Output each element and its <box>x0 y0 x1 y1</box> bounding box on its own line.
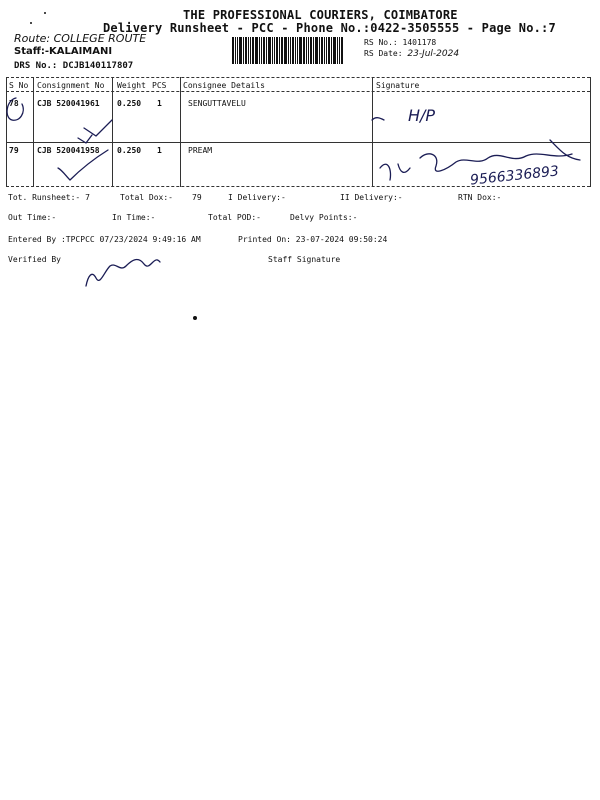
row1-tick-mark <box>84 120 112 136</box>
drs-value: DCJB140117807 <box>62 61 134 71</box>
scan-speck <box>44 12 46 14</box>
col-header-consignee: Consignee Details <box>183 81 265 90</box>
row1-signature-stroke <box>372 118 384 120</box>
delvy-points: Delvy Points:- <box>290 213 358 222</box>
printed-on: Printed On: 23-07-2024 09:50:24 <box>238 235 388 244</box>
row2-signature <box>380 154 572 180</box>
verified-by: Verified By <box>8 255 61 264</box>
col-header-weight: Weight <box>117 81 146 90</box>
drs-label: DRS No.: <box>14 61 58 71</box>
total-dox-label: Total Dox:- <box>120 193 173 202</box>
col-header-signature: Signature <box>376 81 420 90</box>
scan-speck <box>193 316 197 320</box>
row-sno: 79 <box>9 146 19 155</box>
row-sno: 78 <box>9 99 19 108</box>
row1-consignment-tick <box>78 135 92 143</box>
ii-delivery: II Delivery:- <box>340 193 403 202</box>
scan-speck <box>30 22 32 24</box>
rs-date-label: RS Date: <box>364 49 403 58</box>
staff-signature: Staff Signature <box>268 255 341 264</box>
i-delivery: I Delivery:- <box>228 193 286 202</box>
staff-label: Staff:- <box>14 46 49 57</box>
total-dox-value: 79 <box>192 193 202 202</box>
verified-signature <box>86 260 160 286</box>
row-consignee: PREAM <box>188 146 213 155</box>
row-consignment: CJB 520041958 <box>37 146 100 155</box>
col-header-consignment: Consignment No <box>37 81 105 90</box>
row-pcs: 1 <box>157 146 162 155</box>
row2-tick-mark <box>58 150 108 180</box>
total-pod: Total POD:- <box>208 213 261 222</box>
company-title: THE PROFESSIONAL COURIERS, COIMBATORE <box>183 8 458 22</box>
rtn-dox: RTN Dox:- <box>458 193 502 202</box>
entered-by: Entered By :TPCPCC 07/23/2024 9:49:16 AM <box>8 235 201 244</box>
signature-note: H/P <box>408 106 436 125</box>
tot-runsheet: Tot. Runsheet:- 7 <box>8 193 90 202</box>
row2-signature-flourish <box>550 140 580 160</box>
signature-note: 9566336893 <box>469 163 560 189</box>
row-weight: 0.250 <box>117 99 142 108</box>
runsheet-subtitle: Delivery Runsheet - PCC - Phone No.:0422-3505555 - Page No.:7 <box>103 21 556 35</box>
in-time: In Time:- <box>112 213 156 222</box>
row1-circle-mark <box>7 98 23 120</box>
col-header-sno: S No <box>9 81 29 90</box>
staff-value: KALAIMANI <box>48 46 113 57</box>
row-weight: 0.250 <box>117 146 142 155</box>
rs-number: RS No.: 1401178 <box>364 38 437 47</box>
row-pcs: 1 <box>157 99 162 108</box>
col-header-pcs: PCS <box>152 81 167 90</box>
route-label: Route: COLLEGE ROUTE <box>14 32 147 45</box>
out-time: Out Time:- <box>8 213 57 222</box>
row-consignee: SENGUTTAVELU <box>188 99 246 108</box>
rs-date-value: 23-Jul-2024 <box>407 49 460 59</box>
row-consignment: CJB 520041961 <box>37 99 100 108</box>
